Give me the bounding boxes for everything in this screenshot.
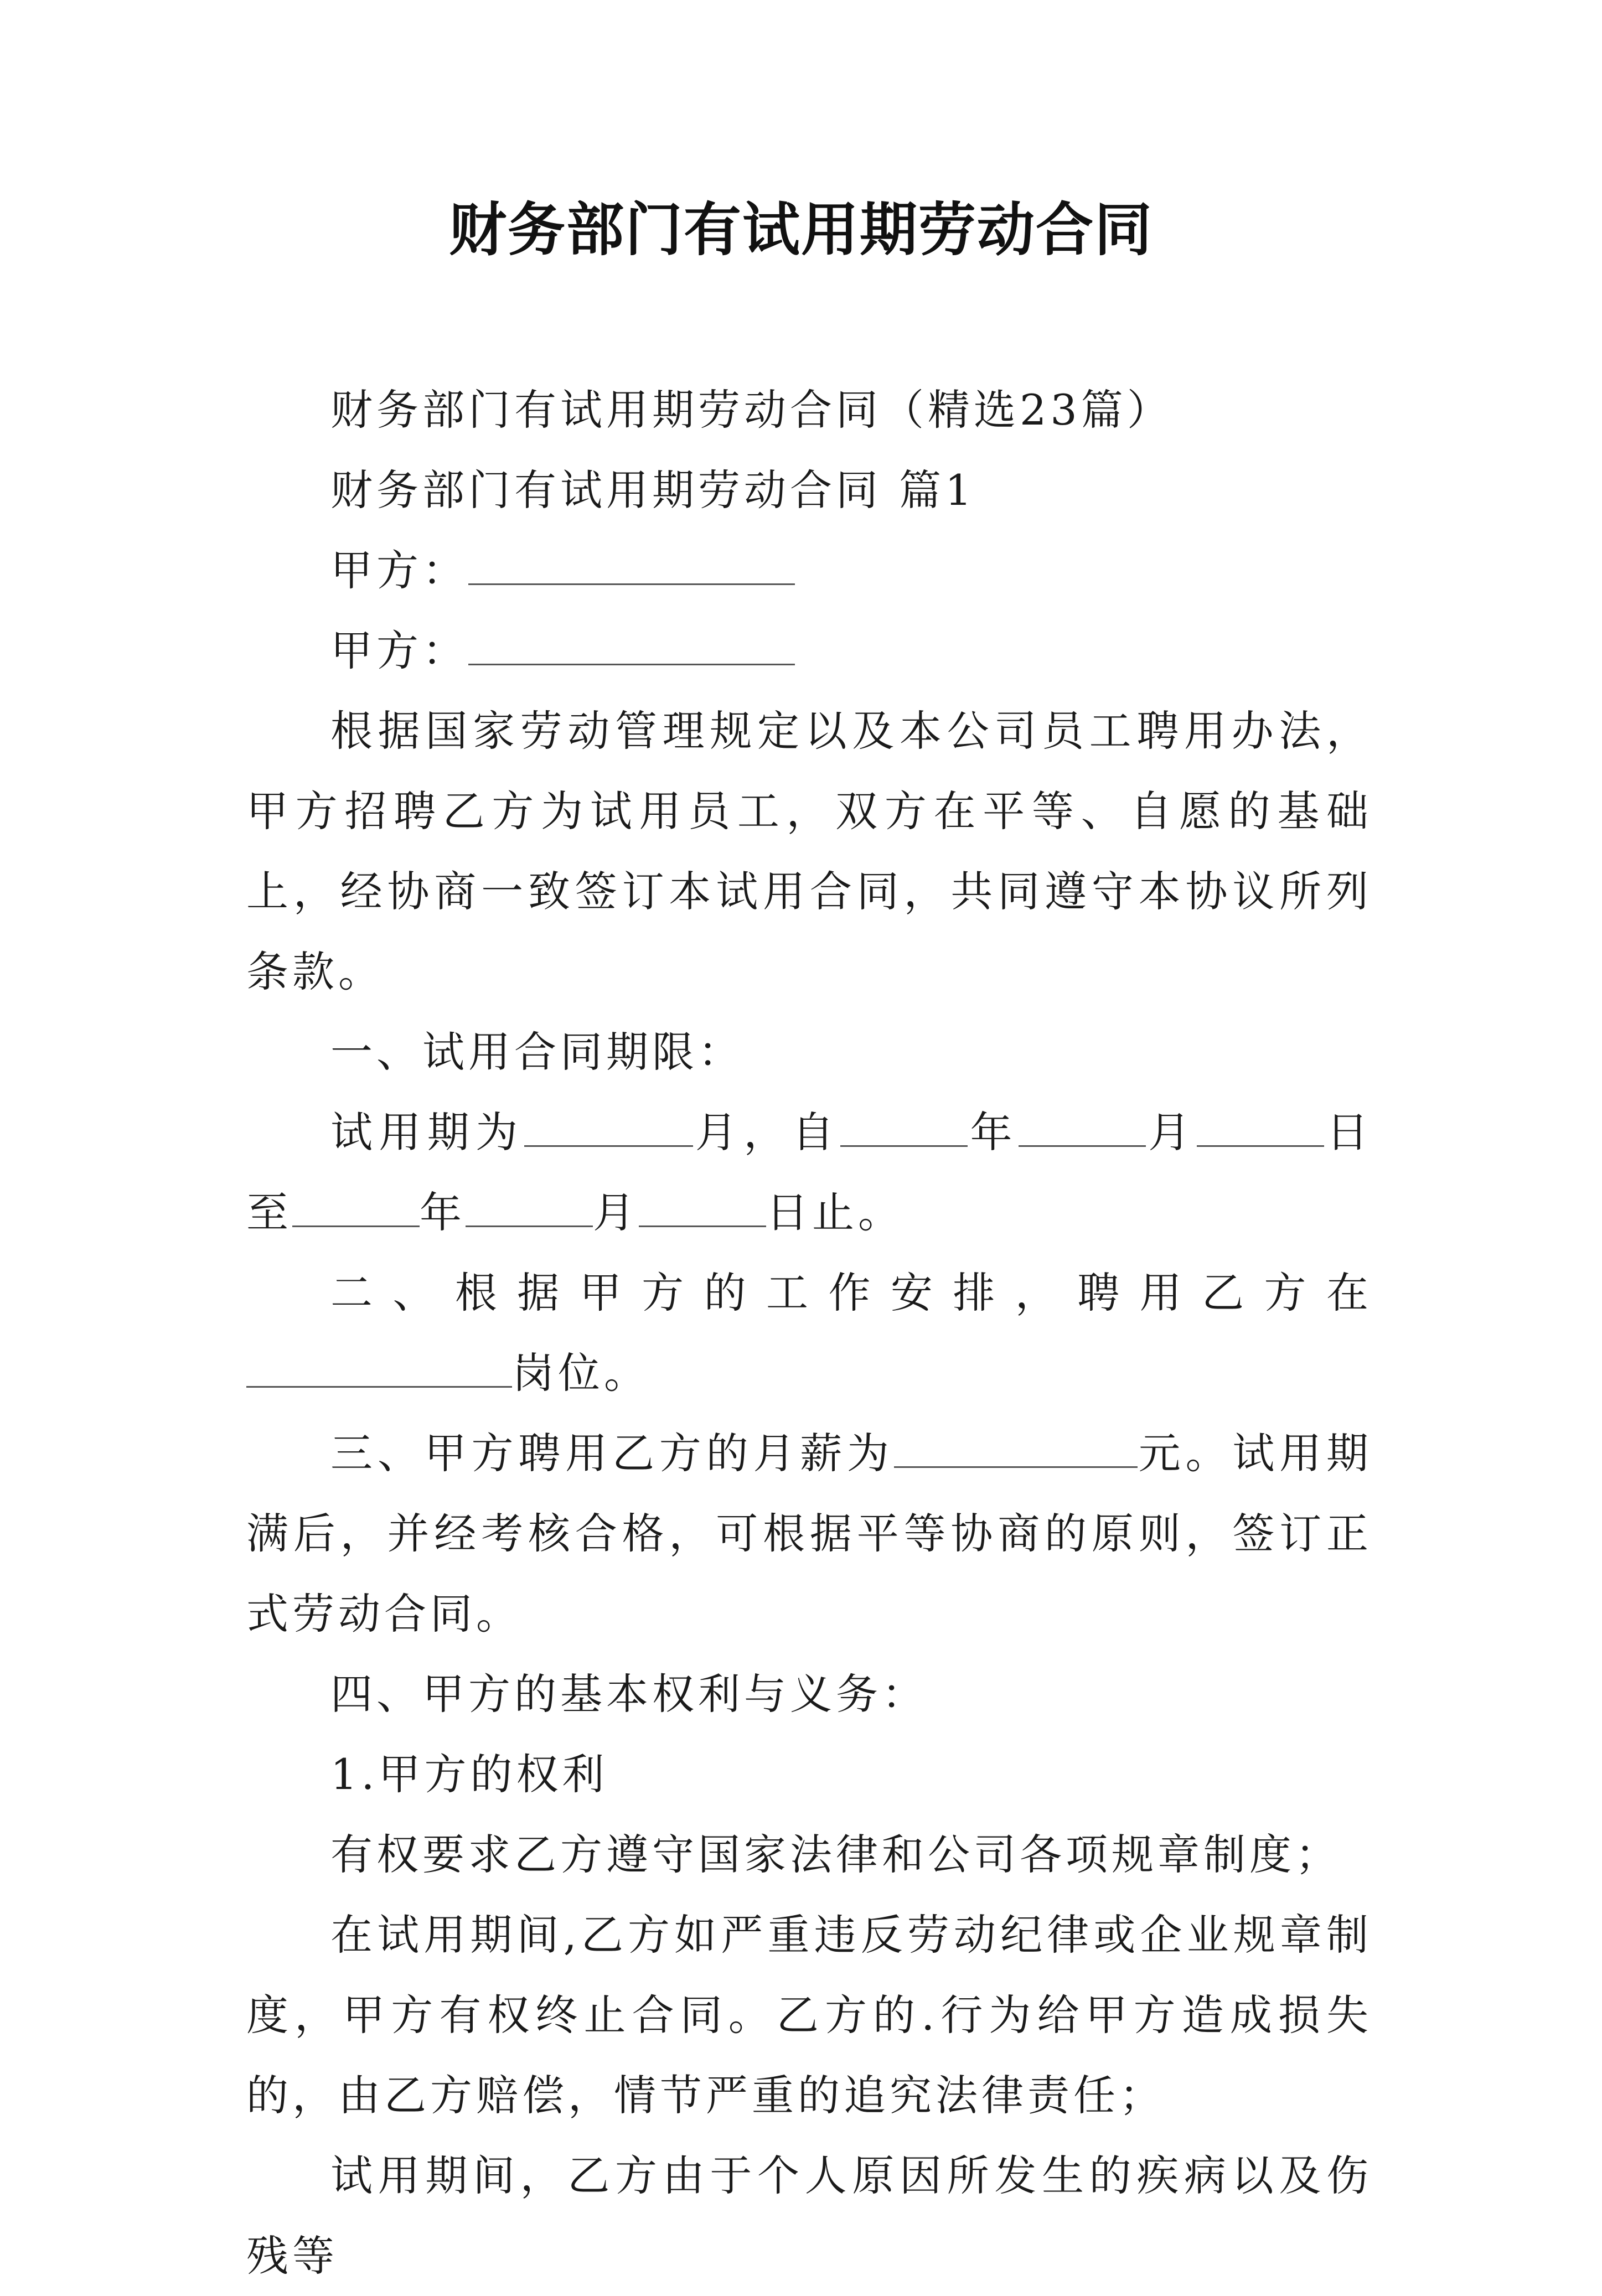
section-heading: 财务部门有试用期劳动合同 篇1 bbox=[330, 466, 976, 515]
start-year-blank bbox=[840, 1106, 968, 1147]
clause1-text-3: 年 bbox=[968, 1108, 1019, 1157]
clause3-text-1: 三、甲方聘用乙方的月薪为 bbox=[330, 1429, 894, 1478]
clause2-paragraph bbox=[246, 1253, 1372, 1413]
party-a-label: 甲方： bbox=[330, 546, 468, 595]
clause1-text-7: 月 bbox=[593, 1188, 639, 1237]
clause1-paragraph bbox=[246, 1092, 1372, 1253]
salary-blank bbox=[894, 1428, 1138, 1468]
start-day-blank bbox=[1197, 1106, 1324, 1147]
end-month-blank bbox=[466, 1187, 593, 1227]
clause1-text-5: 日至 bbox=[246, 1108, 1373, 1237]
party-b-blank bbox=[468, 625, 795, 665]
clause1-text-2: 月，自 bbox=[693, 1108, 841, 1157]
document-title: 财务部门有试用期劳动合同 bbox=[448, 196, 1153, 263]
clause1-heading: 一、试用合同期限： bbox=[330, 1027, 744, 1077]
clause1-text-8: 日止。 bbox=[766, 1188, 904, 1237]
clause4-heading: 四、甲方的基本权利与义务： bbox=[330, 1669, 928, 1719]
end-day-blank bbox=[639, 1187, 766, 1227]
rights-paragraph: 有权要求乙方遵守国家法律和公司各项规章制度； bbox=[330, 1830, 1341, 1879]
clause3-text-2: 元。试用期满后，并经考核合格，可根据平等协商的原则，签订正式劳动合同。 bbox=[246, 1429, 1373, 1638]
clause1-text-4: 月 bbox=[1145, 1108, 1197, 1157]
clause2-text-2: 岗位。 bbox=[512, 1348, 650, 1398]
subtitle: 财务部门有试用期劳动合同（精选23篇） bbox=[330, 385, 1173, 435]
party-b-line bbox=[246, 611, 1372, 691]
illness-paragraph: 试用期间，乙方由于个人原因所发生的疾病以及伤残等 bbox=[246, 2151, 1372, 2281]
probation-months-blank bbox=[524, 1106, 693, 1147]
document-body bbox=[246, 370, 1372, 2296]
clause4-1-heading: 1.甲方的权利 bbox=[330, 1750, 608, 1799]
clause2-text-1: 二、根据甲方的工作安排，聘用乙方在 bbox=[330, 1268, 1372, 1317]
start-month-blank bbox=[1019, 1106, 1146, 1147]
intro-paragraph: 根据国家劳动管理规定以及本公司员工聘用办法，甲方招聘乙方为试用员工，双方在平等、自愿的基础上，经协商一致签订本试用合同，共同遵守本协议所列条款。 bbox=[246, 706, 1372, 996]
clause3-paragraph bbox=[246, 1413, 1372, 1654]
end-year-blank bbox=[292, 1187, 420, 1227]
clause1-text-1: 试用期为 bbox=[330, 1108, 524, 1157]
party-a-blank bbox=[468, 545, 795, 585]
clause1-text-6: 年 bbox=[420, 1188, 466, 1237]
party-a-line bbox=[246, 530, 1372, 611]
party-b-label: 甲方： bbox=[330, 626, 468, 675]
position-blank bbox=[246, 1347, 512, 1388]
violation-paragraph: 在试用期间,乙方如严重违反劳动纪律或企业规章制度，甲方有权终止合同。乙方的.行为给甲方造成损失的，由乙方赔偿，情节严重的追究法律责任； bbox=[246, 1910, 1372, 2120]
